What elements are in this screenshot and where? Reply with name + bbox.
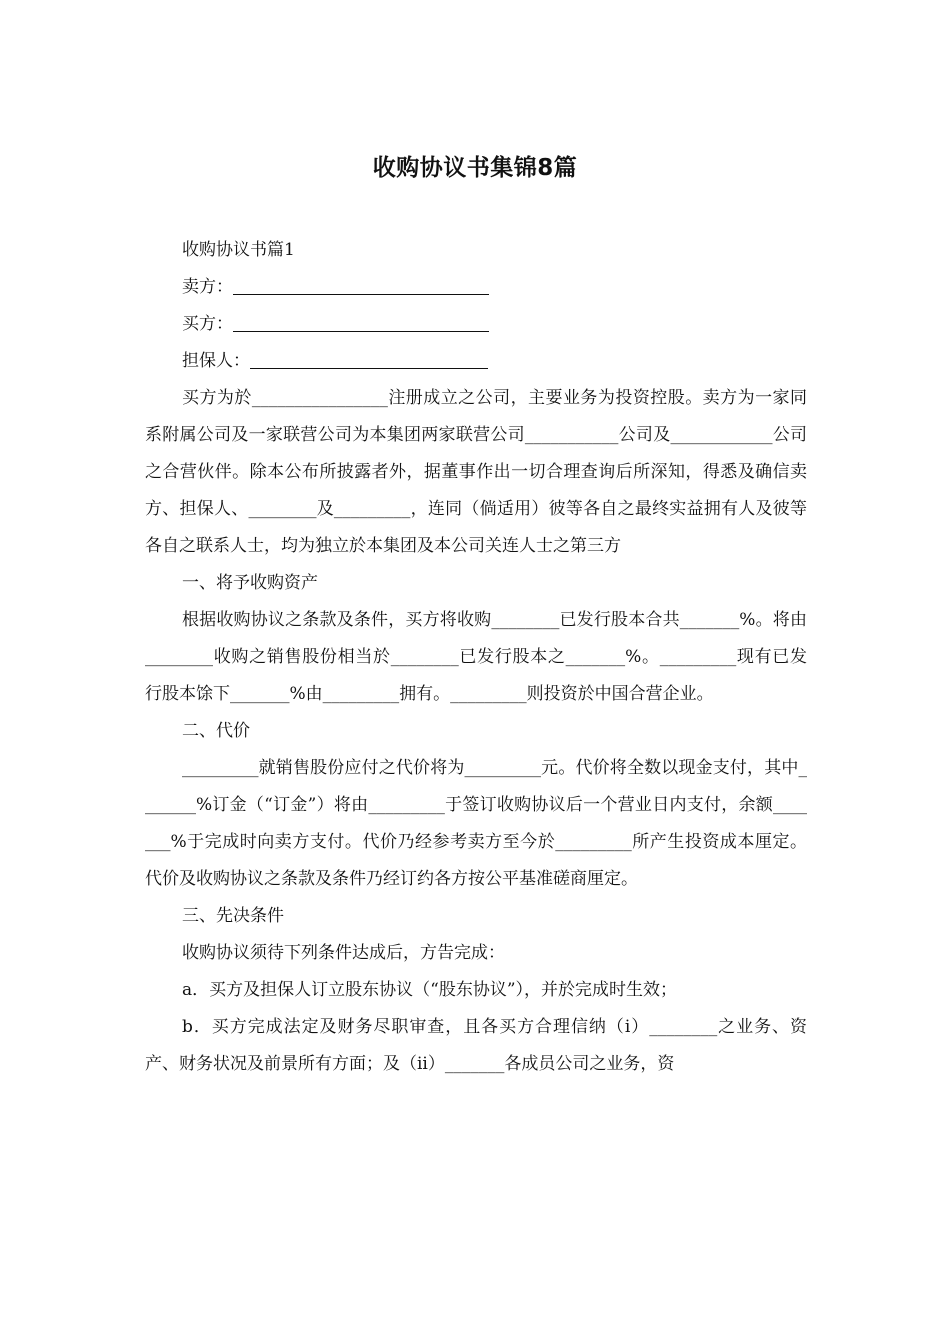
document-title: 收购协议书集锦8篇 (372, 155, 578, 181)
guarantor-field (145, 343, 807, 380)
seller-blank-line (233, 274, 489, 295)
seller-label: 卖方： (182, 277, 233, 297)
buyer-blank-line (233, 311, 489, 332)
intro-paragraph: 买方为於________________注册成立之公司，主要业务为投资控股。卖方为一家同系附属公司及一家联营公司为本集团两家联营公司___________公司及____________公司之合营伙伴。除本公布所披露者外，据董事作出一切合理查询后所深知，得悉及确信卖方、担保人、________及_________，连同（倘适用）彼等各自之最终实益拥有人及彼等各自之联系人士，均为独立於本集团及本公司关连人士之第三方 (145, 388, 807, 556)
consideration-paragraph: _________就销售股份应付之代价将为_________元。代价将全数以现金支付，其中_______%订金（“订金”）将由_________于签订收购协议后一个营业日内支付，余额_______%于完成时向卖方支付。代价乃经参考卖方至今於_________所产生投资成本厘定。代价及收购协议之条款及条件乃经订约各方按公平基准磋商厘定。 (145, 758, 807, 889)
condition-a: a．买方及担保人订立股东协议（“股东协议”），并於完成时生效； (182, 980, 678, 1000)
section-heading: 收购协议书篇1 (182, 240, 295, 260)
conditions-intro: 收购协议须待下列条件达成后，方告完成： (182, 943, 505, 963)
heading-assets: 一、将予收购资产 (182, 573, 318, 593)
guarantor-blank-line (250, 348, 488, 369)
seller-field (145, 269, 807, 306)
heading-consideration: 二、代价 (182, 721, 250, 741)
buyer-field (145, 306, 807, 343)
assets-paragraph: 根据收购协议之条款及条件，买方将收购________已发行股本合共_______%。将由________收购之销售股份相当於________已发行股本之_______%。_________现有已发行股本馀下_______%由_________拥有。_________则投资於中国合营企业。 (145, 610, 807, 704)
condition-b: b．买方完成法定及财务尽职审查，且各买方合理信纳（i）________之业务、资产、财务状况及前景所有方面；及（ii）_______各成员公司之业务，资 (145, 1017, 807, 1074)
document-body (145, 232, 807, 1083)
buyer-label: 买方： (182, 314, 233, 334)
heading-conditions: 三、先决条件 (182, 906, 284, 926)
guarantor-label: 担保人： (182, 351, 250, 371)
